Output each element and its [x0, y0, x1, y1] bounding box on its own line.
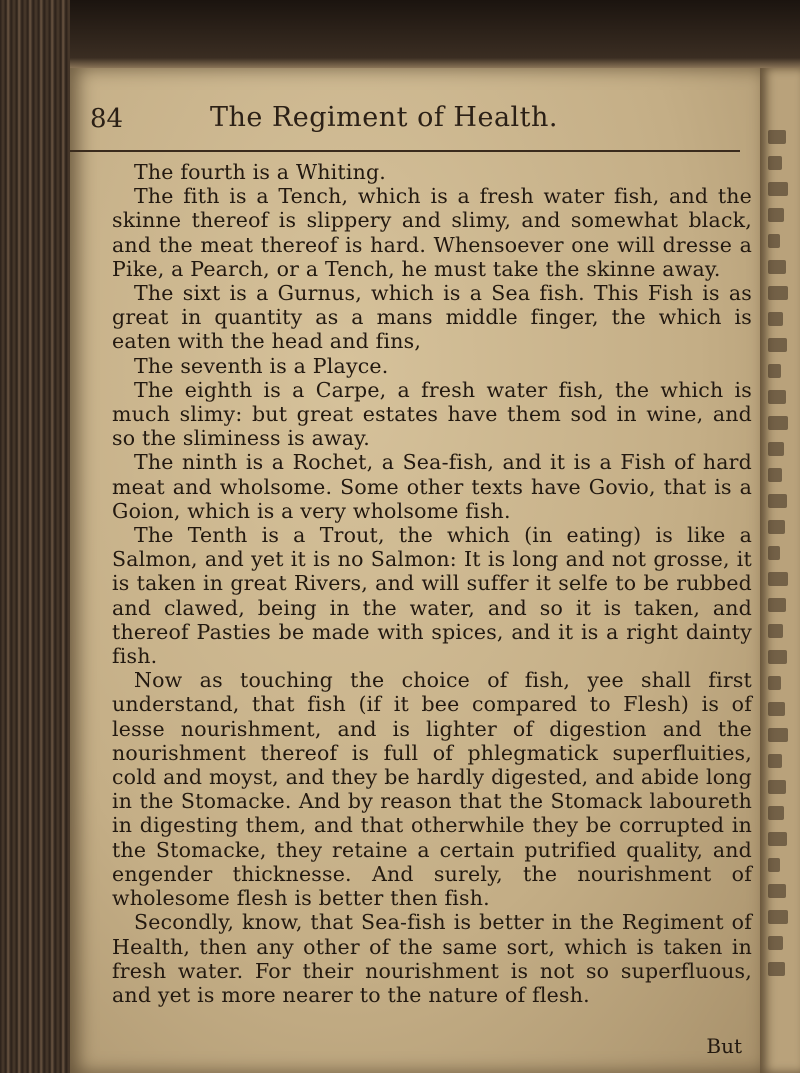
facing-page-fragment: [768, 780, 786, 794]
paragraph: Secondly, know, that Sea-fish is better in the Regiment of Health, then any other of the same sort, which is taken in fresh water. For their nourishment is not so superfluous, and yet is more nearer to the nature of flesh.: [112, 910, 752, 1007]
paragraph: The sixt is a Gurnus, which is a Sea fish. This Fish is as great in quantity as a mans middle finger, the which is eaten with the head and fins,: [112, 281, 752, 354]
facing-page-fragment: [768, 182, 788, 196]
facing-page-fragment: [768, 910, 788, 924]
facing-page-fragment: [768, 364, 781, 378]
facing-page-fragment: [768, 286, 788, 300]
facing-page-fragment: [768, 884, 786, 898]
facing-page-fragment: [768, 858, 780, 872]
facing-page-fragment: [768, 806, 784, 820]
body-text: [112, 160, 752, 1007]
facing-page-fragment: [768, 234, 780, 248]
facing-page-fragment: [768, 338, 787, 352]
facing-page-fragment: [768, 650, 787, 664]
facing-page-fragment: [768, 208, 784, 222]
paragraph: The seventh is a Playce.: [134, 353, 389, 378]
facing-page-fragment: [768, 702, 785, 716]
facing-page-fragment: [768, 442, 784, 456]
facing-page-fragment: [768, 832, 787, 846]
page-top-shadow: [70, 0, 800, 68]
facing-page-fragment: [768, 468, 782, 482]
header-rule: [70, 150, 740, 152]
facing-page-fragment: [768, 416, 788, 430]
facing-page-fragment: [768, 546, 780, 560]
paragraph: The fith is a Tench, which is a fresh water fish, and the skinne thereof is slippery and slimy, and somewhat black, and the meat thereof is hard. Whensoever one will dresse a Pike, a Pearch, or a Tench, he must take the skinne away.: [112, 184, 752, 281]
facing-page-fragment: [768, 130, 786, 144]
running-head: The Regiment of Health.: [210, 102, 558, 133]
paragraph: The eighth is a Carpe, a fresh water fish, the which is much slimy: but great estates have them sod in wine, and so the sliminess is away.: [112, 377, 752, 451]
facing-page-fragment: [768, 624, 783, 638]
facing-page-fragment: [768, 572, 788, 586]
paragraph: The Tenth is a Trout, the which (in eating) is like a Salmon, and yet it is no Salmon: It is long and not grosse, it is taken in great Rivers, and will suffer it selfe to be rubbed and clawed, being in the water, and so it is taken, and thereof Pasties be made with spices, and it is a right dainty fish.: [112, 523, 752, 669]
book-spine-left: [0, 0, 70, 1073]
facing-page-fragment: [768, 754, 782, 768]
facing-page-fragment: [768, 260, 786, 274]
catchword: But: [706, 1034, 742, 1058]
facing-page-fragment: [768, 962, 785, 976]
facing-page-fragment: [768, 728, 788, 742]
paragraph: The ninth is a Rochet, a Sea-fish, and it is a Fish of hard meat and wholsome. Some other texts have Govio, that is a Goion, which is a very wholsome fish.: [112, 450, 752, 523]
facing-page-fragment: [768, 676, 781, 690]
paragraph: Now as touching the choice of fish, yee shall first understand, that fish (if it bee compared to Flesh) is of lesse nourishment, and is lighter of digestion and the nourishment thereof is full of phlegmatick superfluities, cold and moyst, and they be hardly digested, and abide long in the Stomacke. And by reason that the Stomack laboureth in digesting them, and that otherwhile they be corrupted in the Stomacke, they retaine a certain putrified quality, and engender thicknesse. And surely, the nourishment of wholesome flesh is better then fish.: [112, 668, 752, 911]
page-number: 84: [90, 104, 124, 134]
paragraph: The fourth is a Whiting.: [134, 160, 387, 184]
facing-page-fragment: [768, 390, 786, 404]
page-header: [70, 100, 760, 140]
facing-page-fragment: [768, 598, 786, 612]
facing-page-fragment: [768, 156, 782, 170]
facing-page-fragment: [768, 936, 783, 950]
facing-page-fragment: [768, 312, 783, 326]
facing-page-fragment: [768, 520, 785, 534]
facing-page-fragment: [768, 494, 787, 508]
facing-page-edge: [760, 68, 800, 1073]
